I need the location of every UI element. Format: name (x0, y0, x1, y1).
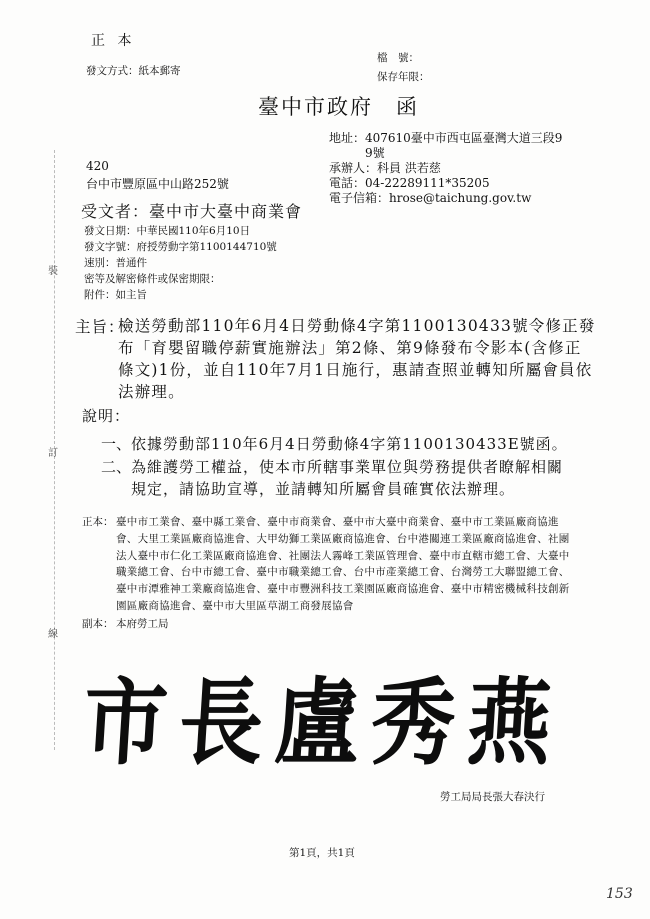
page-number: 第1頁，共1頁 (289, 847, 355, 859)
recipient-address: 台中市豐原區中山路252號 (86, 177, 229, 191)
handwritten-page-note: 153 (606, 886, 633, 902)
explanation-label: 說明： (82, 407, 131, 425)
classification: 密等及解密條件或保密期限： (84, 273, 221, 285)
copy-type: 正 本 (91, 33, 136, 49)
cc-recipients: 臺中市工業會、臺中縣工業會、臺中市商業會、臺中市大臺中商業會、臺中市工業區廠商協進會、大里工業區廠商協進會、大甲幼獅工業區廠商協進會、台中港關連工業區廠商協進會、社團法人臺中市仁化工業區廠商協進會、社團法人霧峰工業區管理會、臺中市直轄市總工會、大臺中職業總工會、台中市總工會、臺中市職業總工會、台中市產業總工會、台灣勞工大聯盟總工會、臺中市潭雅神工業廠商協進會、臺中市豐洲科技工業園區廠商協進會、臺中市精密機械科技創新園區廠商協進會、臺中市大里區草湖工商發展協會 (116, 516, 570, 612)
explanation-item-text: 為維護勞工權益，使本市所轄事業單位與勞務提供者瞭解相關規定，請協助宣導，並請轉知所屬會員確實依法辦理。 (131, 458, 564, 498)
document-number: 發文字號：府授勞動字第1100144710號 (84, 241, 277, 253)
sender-address-cont: 9號 (365, 146, 385, 160)
send-method: 發文方式：紙本郵寄 (86, 65, 181, 77)
subject-text: 檢送勞動部110年6月4日勞動條4字第1100130433號令修正發布「育嬰留職停薪實施辦法」第2條、第9條發布令影本(含修正條文)1份，並自110年7月1日施行，惠請查照並轉知所屬會員依法辦理。 (118, 317, 596, 401)
binding-mark-ding: 訂 (48, 448, 58, 459)
subject-label: 主旨： (75, 318, 125, 336)
sender-contact: 承辦人：科員 洪若慈 (329, 161, 441, 175)
binding-mark-xian: 線 (48, 629, 58, 640)
executor-note: 勞工局局長張大春決行 (440, 791, 545, 803)
copy-label: 副本： (82, 618, 114, 630)
retention-label: 保存年限： (377, 71, 430, 83)
attachment: 附件：如主旨 (84, 289, 147, 301)
explanation-item-text: 依據勞動部110年6月4日勞動條4字第1100130433E號函。 (131, 435, 568, 453)
recipient-postal-code: 420 (86, 159, 109, 173)
send-date: 發文日期：中華民國110年6月10日 (84, 225, 251, 237)
recipient: 受文者：臺中市大臺中商業會 (81, 202, 303, 221)
document-title: 臺中市政府 函 (258, 95, 419, 119)
sender-address: 地址：407610臺中市西屯區臺灣大道三段9 (329, 131, 563, 145)
copy-recipient: 本府勞工局 (116, 618, 169, 630)
sender-phone: 電話：04-22289111*35205 (329, 176, 490, 190)
explanation-item-number: 二、 (101, 458, 132, 476)
binding-mark-zhuang: 裝 (48, 266, 58, 277)
cc-label: 正本： (82, 516, 114, 528)
explanation-item-number: 一、 (101, 435, 132, 453)
mayor-signature: 市長盧秀燕 (79, 667, 567, 778)
sender-email: 電子信箱：hrose@taichung.gov.tw (329, 191, 532, 205)
file-number-label: 檔 號： (377, 52, 419, 64)
speed-class: 速別：普通件 (84, 257, 147, 269)
